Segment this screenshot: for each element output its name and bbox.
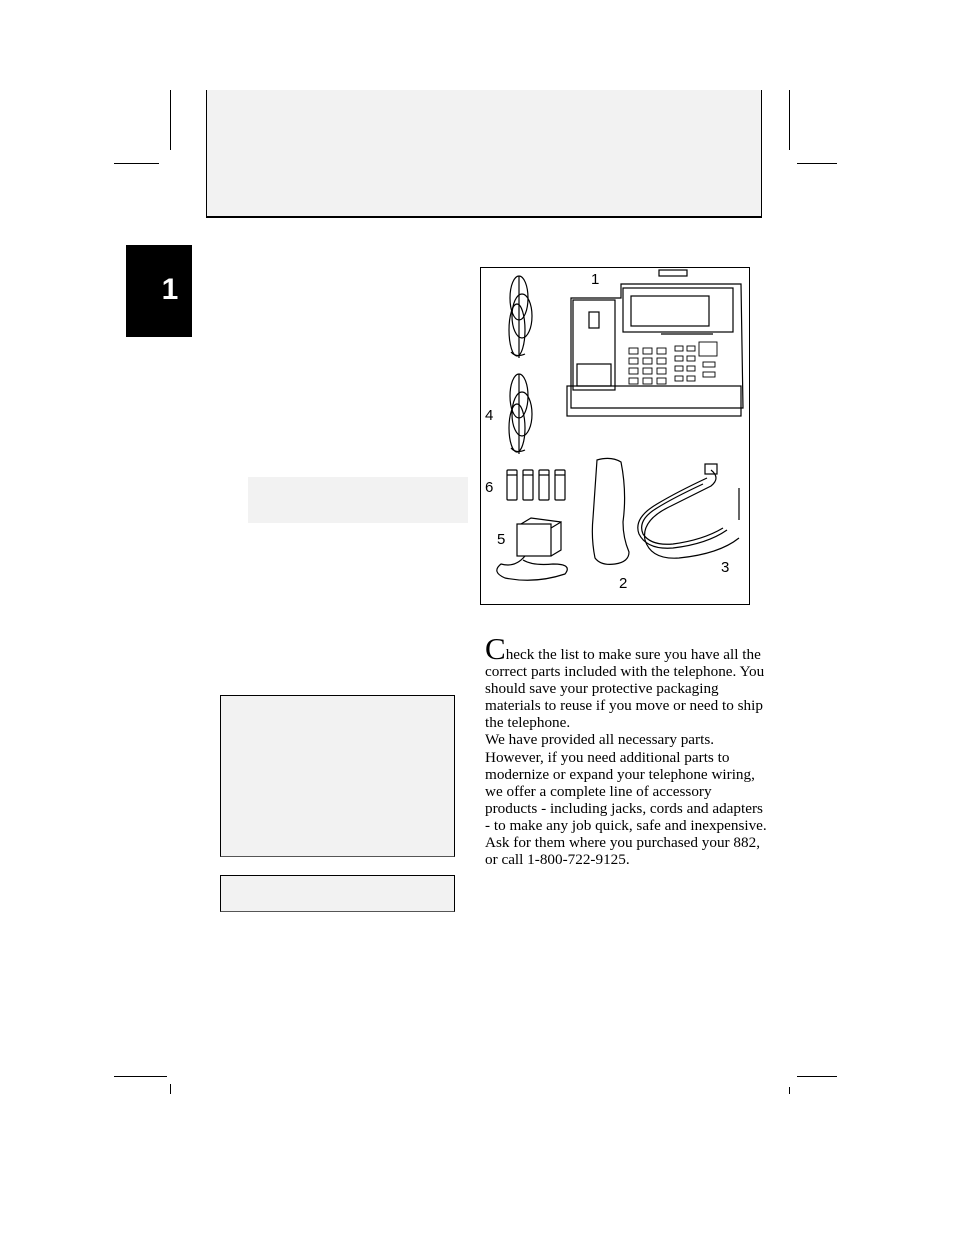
- page-header-box: [206, 90, 762, 218]
- paragraph-2: We have provided all necessary parts. However, if you need additional parts to modernize or expand your telephone wiring, we offer a complete line of accessory products - including jacks, cords and adapters - to make any job quick, safe and inexpensive. Ask for them where you purchased your 882, or call 1-800-722-9125.: [485, 731, 767, 869]
- paragraph-1: [485, 631, 767, 732]
- shaded-bar: [248, 477, 468, 523]
- body-text: [485, 631, 767, 869]
- paragraph-1-text: heck the list to make sure you have all the correct parts included with the telephone. You should save your protective packaging materials to reuse if you move or need to ship the telephone.: [485, 646, 765, 732]
- chapter-tab: [126, 245, 192, 337]
- parts-figure: [480, 267, 750, 605]
- crop-mark-top-left-horizontal: [114, 163, 159, 164]
- line-cord-bottom-icon: [509, 374, 532, 454]
- callout-3: 3: [721, 559, 730, 576]
- crop-mark-bottom-right-vertical: [789, 1087, 790, 1094]
- crop-mark-top-right-vertical: [789, 90, 790, 150]
- crop-mark-bottom-left-vertical: [170, 1084, 171, 1094]
- chapter-number: 1: [161, 273, 179, 306]
- batteries-icon: [507, 470, 565, 500]
- handset-icon: [592, 458, 629, 564]
- callout-2: 2: [619, 575, 628, 592]
- parts-illustration: [481, 268, 751, 606]
- callout-1: 1: [591, 271, 600, 288]
- crop-mark-bottom-left-horizontal: [114, 1076, 167, 1077]
- drop-cap: C: [485, 631, 506, 666]
- note-box-small: [220, 875, 455, 912]
- callout-4: 4: [485, 407, 494, 424]
- crop-mark-bottom-right-horizontal: [797, 1076, 837, 1077]
- crop-mark-top-left-vertical: [170, 90, 171, 150]
- note-box: [220, 695, 455, 857]
- line-cord-top-icon: [509, 276, 532, 358]
- callout-5: 5: [497, 531, 506, 548]
- crop-mark-top-right-horizontal: [797, 163, 837, 164]
- callout-6: 6: [485, 479, 494, 496]
- coiled-handset-cord-icon: [638, 464, 739, 558]
- power-adapter-icon: [497, 518, 567, 580]
